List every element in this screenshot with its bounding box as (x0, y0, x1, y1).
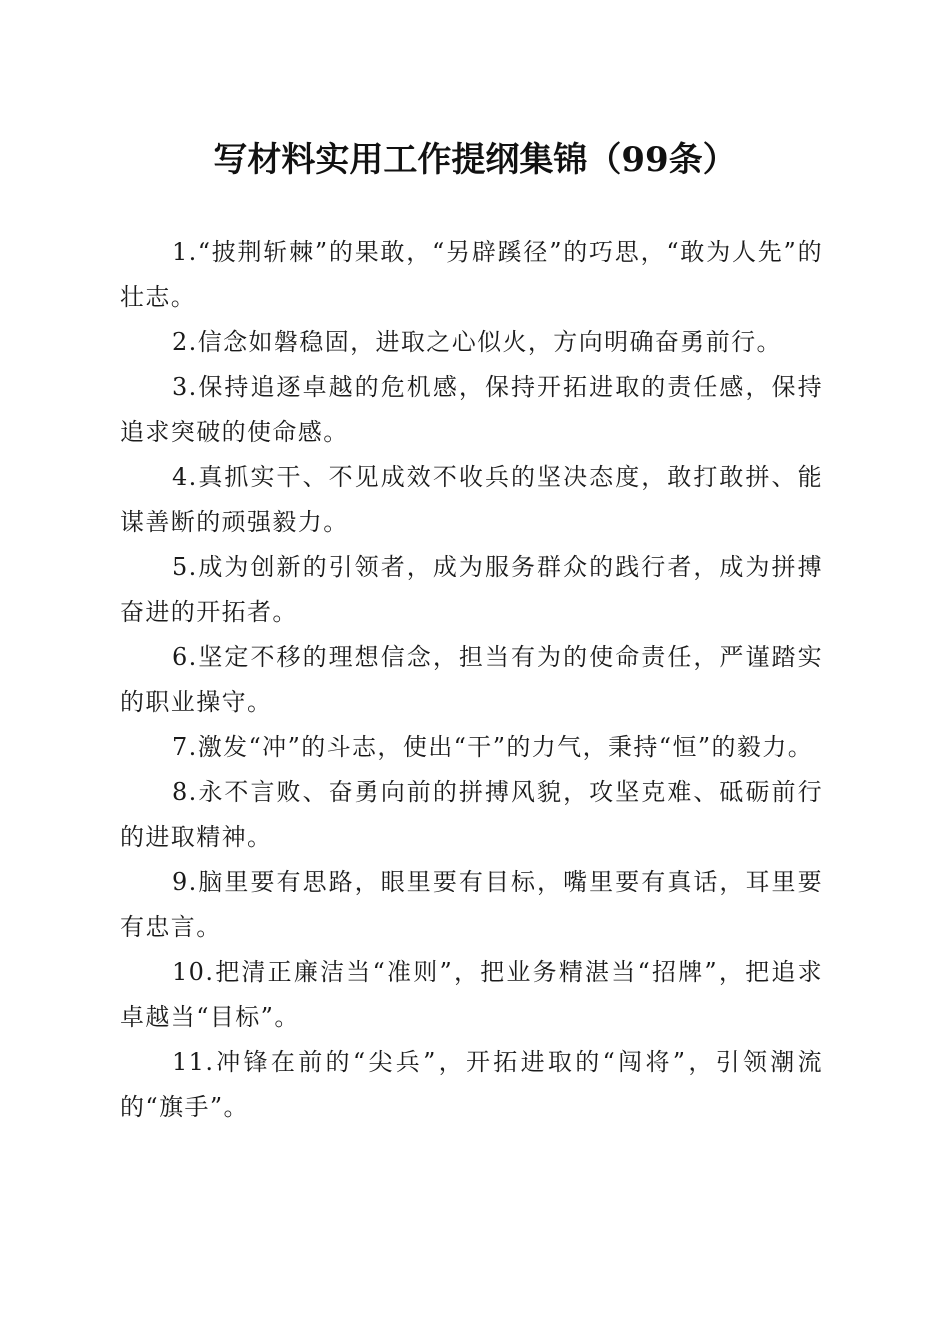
list-item-8: 8.永不言败、奋勇向前的拼搏风貌，攻坚克难、砥砺前行的进取精神。 (120, 778, 823, 851)
list-item-2: 2.信念如磐稳固，进取之心似火，方向明确奋勇前行。 (172, 328, 782, 356)
list-item-11: 11.冲锋在前的“尖兵”，开拓进取的“闯将”，引领潮流的“旗手”。 (120, 1048, 823, 1121)
list-item-4: 4.真抓实干、不见成效不收兵的坚决态度，敢打敢拼、能谋善断的顽强毅力。 (120, 463, 823, 536)
list-item-7: 7.激发“冲”的斗志，使出“干”的力气，秉持“恒”的毅力。 (172, 733, 814, 761)
document-title: 写材料实用工作提纲集锦（99条） (213, 140, 737, 180)
list-item-9: 9.脑里要有思路，眼里要有目标，嘴里要有真话，耳里要有忠言。 (120, 868, 823, 941)
list-item-3: 3.保持追逐卓越的危机感，保持开拓进取的责任感，保持追求突破的使命感。 (120, 373, 823, 446)
list-item-10: 10.把清正廉洁当“准则”，把业务精湛当“招牌”，把追求卓越当“目标”。 (120, 958, 823, 1031)
list-item-5: 5.成为创新的引领者，成为服务群众的践行者，成为拼搏奋进的开拓者。 (120, 553, 823, 626)
document-body (120, 230, 823, 1130)
list-item-6: 6.坚定不移的理想信念，担当有为的使命责任，严谨踏实的职业操守。 (120, 643, 823, 716)
list-item-1: 1.“披荆斩棘”的果敢，“另辟蹊径”的巧思，“敢为人先”的壮志。 (120, 238, 823, 311)
